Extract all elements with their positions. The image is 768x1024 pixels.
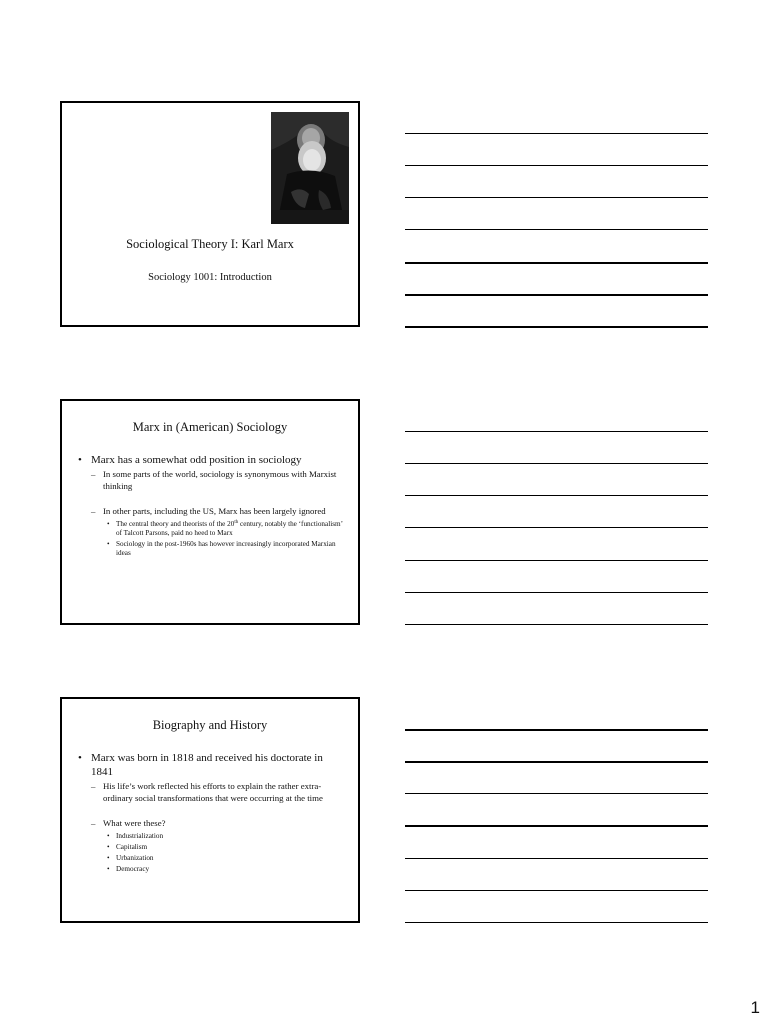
bullet-text: Democracy <box>116 865 150 874</box>
bullet-level-1 <box>76 453 346 467</box>
bullet-level-2 <box>76 781 346 804</box>
note-line <box>405 165 708 166</box>
slide-title: Sociological Theory I: Karl Marx <box>126 237 294 251</box>
note-line <box>405 495 708 496</box>
slide-title: Marx in (American) Sociology <box>132 420 288 434</box>
bullet-level-3 <box>76 540 346 559</box>
bullet-text-part: century, notably the ‘functionalism’ of Talcott Parsons, paid no heed to Marx <box>116 519 343 537</box>
note-line <box>405 262 708 264</box>
bullet-level-2 <box>76 818 346 830</box>
note-line <box>405 624 708 625</box>
note-line <box>405 761 708 763</box>
portrait-image <box>271 112 349 224</box>
slide-body <box>76 751 346 875</box>
note-line <box>405 729 708 731</box>
slide-body <box>76 453 346 559</box>
note-line <box>405 592 708 593</box>
bullet-marker: • <box>107 842 110 851</box>
slide-subtitle: Sociology 1001: Introduction <box>148 272 272 283</box>
bullet-text: His life’s work reflected his efforts to explain the rather extra-ordinary social transformations that were occurring at the time <box>103 781 323 803</box>
list-item <box>76 854 346 863</box>
bullet-text: Sociology in the post-1960s has however increasingly incorporated Marxian ideas <box>116 540 336 558</box>
bullet-level-2 <box>76 506 346 518</box>
bullet-marker: • <box>107 540 110 549</box>
slide-title: Biography and History <box>152 718 268 732</box>
slide-3 <box>60 697 360 923</box>
note-line <box>405 793 708 794</box>
bullet-text <box>116 520 342 537</box>
bullet-marker: • <box>78 454 82 466</box>
superscript: th <box>234 519 239 525</box>
karl-marx-portrait <box>271 112 349 224</box>
bullet-level-2 <box>76 469 346 492</box>
slide-1 <box>60 101 360 327</box>
bullet-text: What were these? <box>103 818 166 828</box>
note-line <box>405 560 708 561</box>
bullet-marker: • <box>107 831 110 840</box>
bullet-text: Marx was born in 1818 and received his doctorate in 1841 <box>91 752 323 778</box>
note-line <box>405 858 708 859</box>
page-number: 1 <box>750 998 760 1017</box>
bullet-marker: • <box>78 752 82 764</box>
bullet-marker: • <box>107 854 110 863</box>
bullet-text: Capitalism <box>116 842 148 851</box>
note-line <box>405 326 708 328</box>
dash-marker: – <box>91 781 96 791</box>
note-line <box>405 133 708 134</box>
bullet-text: Urbanization <box>116 854 154 863</box>
bullet-text: In other parts, including the US, Marx has been largely ignored <box>103 506 326 516</box>
list-item <box>76 843 346 852</box>
note-line <box>405 825 708 827</box>
bullet-level-1 <box>76 751 346 779</box>
note-line <box>405 294 708 296</box>
spacer <box>76 492 346 504</box>
note-line <box>405 431 708 432</box>
note-line <box>405 890 708 891</box>
note-line <box>405 922 708 923</box>
bullet-marker: • <box>107 519 110 528</box>
note-line <box>405 527 708 528</box>
bullet-text-part: The central theory and theorists of the 20 <box>116 519 235 528</box>
bullet-text: In some parts of the world, sociology is synonymous with Marxist thinking <box>103 469 337 491</box>
dash-marker: – <box>91 818 96 828</box>
bullet-text: Industrialization <box>116 831 164 840</box>
bullet-marker: • <box>107 865 110 874</box>
note-line <box>405 197 708 198</box>
spacer <box>76 804 346 816</box>
list-item <box>76 832 346 841</box>
slide-2 <box>60 399 360 625</box>
dash-marker: – <box>91 506 96 516</box>
note-line <box>405 463 708 464</box>
bullet-level-3 <box>76 520 346 539</box>
dash-marker: – <box>91 469 96 479</box>
bullet-text: Marx has a somewhat odd position in sociology <box>91 454 302 466</box>
list-item <box>76 865 346 874</box>
note-line <box>405 229 708 230</box>
